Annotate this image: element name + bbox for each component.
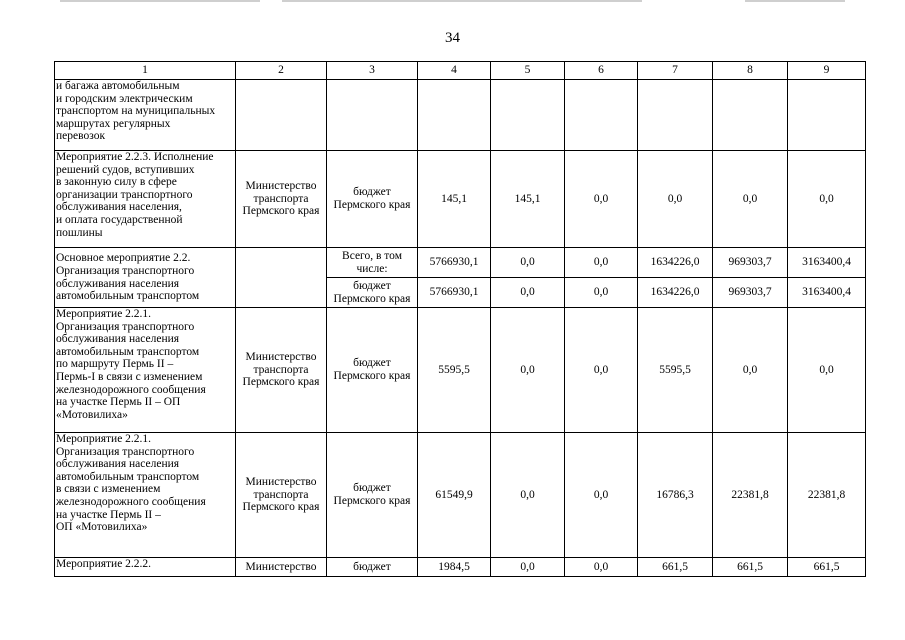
executor: Министерство	[236, 558, 327, 577]
funding-source: бюджет Пермского края	[327, 308, 418, 433]
value-cell: 5766930,1	[418, 248, 491, 278]
col-header: 3	[327, 62, 418, 80]
value-cell: 0,0	[565, 308, 638, 433]
col-header: 1	[55, 62, 236, 80]
activity-name: Мероприятие 2.2.3. Исполнение решений судов, вступивших в законную силу в сфере организации транспортного обслуживания населения, и оплата государственной пошлины	[55, 151, 236, 248]
value-cell: 0,0	[491, 278, 565, 308]
executor: Министерство транспорта Пермского края	[236, 308, 327, 433]
value-cell: 3163400,4	[788, 248, 866, 278]
executor: Министерство транспорта Пермского края	[236, 433, 327, 558]
header-row	[55, 62, 866, 80]
activity-name: Мероприятие 2.2.1. Организация транспортного обслуживания населения автомобильным транспортом по маршруту Пермь II – Пермь-I в связи с изменением железнодорожного сообщения на участке Пермь II – ОП «Мотовилиха»	[55, 308, 236, 433]
value-cell: 22381,8	[713, 433, 788, 558]
funding-source: Всего, в том числе:	[327, 248, 418, 278]
value-cell: 61549,9	[418, 433, 491, 558]
value-cell: 661,5	[638, 558, 713, 577]
col-header: 4	[418, 62, 491, 80]
value-cell: 145,1	[491, 151, 565, 248]
value-cell: 0,0	[491, 433, 565, 558]
program-table	[54, 61, 866, 577]
value-cell: 969303,7	[713, 278, 788, 308]
value-cell	[788, 80, 866, 151]
table-row	[55, 151, 866, 248]
funding-source: бюджет	[327, 558, 418, 577]
funding-source: бюджет Пермского края	[327, 151, 418, 248]
value-cell: 969303,7	[713, 248, 788, 278]
value-cell: 5595,5	[638, 308, 713, 433]
value-cell: 0,0	[713, 308, 788, 433]
value-cell	[418, 80, 491, 151]
activity-name: Мероприятие 2.2.1. Организация транспортного обслуживания населения автомобильным транспортом в связи с изменением железнодорожного сообщения на участке Пермь II – ОП «Мотовилиха»	[55, 433, 236, 558]
value-cell: 5766930,1	[418, 278, 491, 308]
value-cell	[713, 80, 788, 151]
value-cell	[565, 80, 638, 151]
col-header: 7	[638, 62, 713, 80]
value-cell: 0,0	[565, 278, 638, 308]
table-row	[55, 433, 866, 558]
value-cell: 0,0	[565, 151, 638, 248]
executor: Министерство транспорта Пермского края	[236, 151, 327, 248]
col-header: 2	[236, 62, 327, 80]
value-cell: 1634226,0	[638, 278, 713, 308]
col-header: 5	[491, 62, 565, 80]
value-cell: 0,0	[565, 248, 638, 278]
page-number: 34	[445, 30, 460, 46]
value-cell: 0,0	[491, 248, 565, 278]
top-rule-right	[745, 0, 845, 2]
value-cell: 0,0	[491, 558, 565, 577]
table-row	[55, 308, 866, 433]
value-cell: 0,0	[788, 151, 866, 248]
value-cell: 3163400,4	[788, 278, 866, 308]
value-cell	[638, 80, 713, 151]
top-rule-left	[60, 0, 260, 2]
table-row	[55, 558, 866, 577]
funding-source: бюджет Пермского края	[327, 433, 418, 558]
col-header: 9	[788, 62, 866, 80]
activity-name: и багажа автомобильным и городским электрическим транспортом на муниципальных маршрутах регулярных перевозок	[55, 80, 236, 151]
table-row	[55, 80, 866, 151]
value-cell: 1634226,0	[638, 248, 713, 278]
value-cell: 5595,5	[418, 308, 491, 433]
funding-source	[327, 80, 418, 151]
value-cell: 145,1	[418, 151, 491, 248]
funding-source: бюджет Пермского края	[327, 278, 418, 308]
col-header: 6	[565, 62, 638, 80]
value-cell: 0,0	[565, 558, 638, 577]
value-cell: 1984,5	[418, 558, 491, 577]
value-cell: 661,5	[713, 558, 788, 577]
value-cell: 16786,3	[638, 433, 713, 558]
executor	[236, 248, 327, 308]
value-cell: 22381,8	[788, 433, 866, 558]
value-cell	[491, 80, 565, 151]
value-cell: 0,0	[565, 433, 638, 558]
activity-name: Основное мероприятие 2.2. Организация транспортного обслуживания населения автомобильным транспортом	[55, 248, 236, 308]
value-cell: 0,0	[638, 151, 713, 248]
col-header: 8	[713, 62, 788, 80]
value-cell: 661,5	[788, 558, 866, 577]
table-row	[55, 248, 866, 278]
top-rule-mid	[282, 0, 642, 2]
executor	[236, 80, 327, 151]
value-cell: 0,0	[491, 308, 565, 433]
value-cell: 0,0	[713, 151, 788, 248]
value-cell: 0,0	[788, 308, 866, 433]
activity-name: Мероприятие 2.2.2.	[55, 558, 236, 577]
